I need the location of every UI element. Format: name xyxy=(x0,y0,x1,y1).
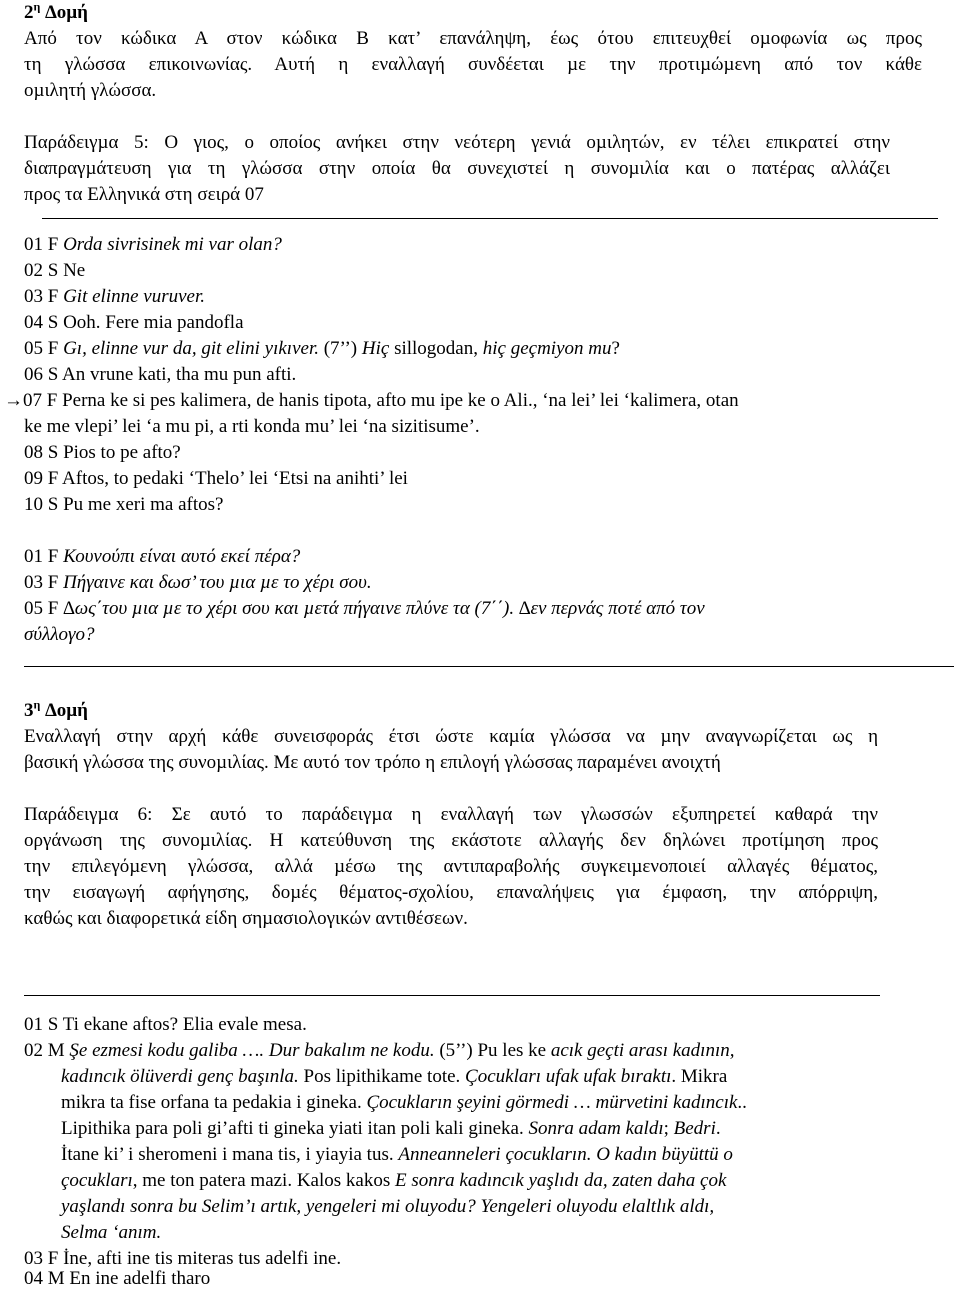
greek-line-03: 03 F Πήγαινε και δωσ’ του µια µε το χέρι σου. xyxy=(24,572,372,593)
section-2-intro-line-2: τη γλώσσα επικοινωνίας. Αυτή η εναλλαγή συνδέεται µε την προτιµώµενη από τον κάθε xyxy=(24,54,922,75)
example-5-line-3: προς τα Ελληνικά στη σειρά 07 xyxy=(24,184,264,205)
transcript-line-03: 03 F Git elinne vuruver. xyxy=(24,286,206,307)
arrow-icon: → xyxy=(4,390,23,411)
section-3-heading xyxy=(24,698,88,724)
transcript-line-07: →07 F Perna ke si pes kalimera, de hanis tipota, afto mu ipe ke o Ali., ‘na lei’ lei ‘kalimera, otan xyxy=(4,390,739,411)
transcript-line-01: 01 F Orda sivrisinek mi var olan? xyxy=(24,234,282,255)
heading-superscript: η xyxy=(33,697,41,712)
greek-line-05: 05 F ∆ως΄του µια µε το χέρι σου και µετά πήγαινε πλύνε τα (7΄΄). ∆εν περνάς ποτέ από τον xyxy=(24,598,705,619)
transcript-b-line-02: 02 M Şe ezmesi kodu galiba …. Dur bakalım ne kodu. (5’’) Pu les ke acık geçti arası kadının, xyxy=(24,1040,735,1061)
greek-line-01: 01 F Κουνούπι είναι αυτό εκεί πέρα? xyxy=(24,546,301,567)
transcript-b-line-02-cont: yaşlandı sonra bu Selim’ı artık, yengeleri mi oluyodu? Yengeleri oluyodu elaltlık aldı, xyxy=(61,1196,715,1217)
section-2-intro-line-3: οµιλητή γλώσσα. xyxy=(24,80,157,101)
transcript-b-line-02-cont: İtane ki’ i sheromeni i mana tis, i yiayia tus. Anneanneleri çocukların. O kadın büyüttü o xyxy=(61,1144,733,1165)
transcript-b-line-02-cont: Lipithika para poli gi’afti ti gineka yiati itan poli kali gineka. Sonra adam kaldı; Bedri. xyxy=(61,1118,721,1139)
example-6-line-5: καθώς και διαφορετικά είδη σηµασιολογικών αντιθέσεων. xyxy=(24,908,468,929)
transcript-line-08: 08 S Pios to pe afto? xyxy=(24,442,181,463)
heading-word: ∆οµή xyxy=(45,2,88,23)
transcript-b-line-02-cont: çocukları, me ton patera mazi. Kalos kakos E sonra kadıncık yaşlıdı da, zaten daha çok xyxy=(61,1170,727,1191)
heading-number: 2 xyxy=(24,2,34,23)
transcript-line-07-cont: ke me vlepi’ lei ‘a mu pi, a rti konda mu’ lei ‘na sizitisume’. xyxy=(24,416,480,437)
example-5-line-1: Παράδειγµα 5: Ο γιος, ο οποίος ανήκει στην νεότερη γενιά οµιλητών, εν τέλει επικρατεί στην xyxy=(24,132,890,153)
example-6-line-3: την επιλεγόµενη γλώσσα, αλλά µέσω της αντιπαραβολής συγκειµενοποιεί αλλαγές θέµατος, xyxy=(24,856,878,877)
heading-superscript: η xyxy=(33,0,41,14)
transcript-line-04: 04 S Ooh. Fere mia pandofla xyxy=(24,312,244,333)
example-6-line-2: οργάνωση της συνοµιλίας. Η κατεύθυνση της εκάστοτε αλλαγής δεν δηλώνει προτίµηση προς xyxy=(24,830,878,851)
heading-number: 3 xyxy=(24,700,34,721)
transcript-b-line-03: 03 F İne, afti ine tis miteras tus adelfi ine. xyxy=(24,1248,342,1269)
section-3-intro-line-1: Εναλλαγή στην αρχή κάθε συνεισφοράς έτσι ώστε καµία γλώσσα να µην αναγνωρίζεται ως η xyxy=(24,726,878,747)
greek-line-05-cont: σύλλογο? xyxy=(24,624,95,645)
transcript-line-05: 05 F Gı, elinne vur da, git elini yıkıver. (7’’) Hiç sillogodan, hiç geçmiyon mu? xyxy=(24,338,620,359)
section-2-intro-line-1: Από τον κώδικα Α στον κώδικα Β κατ’ επανάληψη, έως ότου επιτευχθεί οµοφωνία ως προς xyxy=(24,28,922,49)
transcript-b-line-02-cont: kadıncık ölüverdi genç başınla. Pos lipithikame tote. Çocukları ufak ufak bıraktı. Mikra xyxy=(61,1066,728,1087)
example-6-line-1: Παράδειγµα 6: Σε αυτό το παράδειγµα η εναλλαγή των γλωσσών εξυπηρετεί καθαρά την xyxy=(24,804,878,825)
section-3-intro-line-2: βασική γλώσσα της συνοµιλίας. Με αυτό τον τρόπο η επιλογή γλώσσας παραµένει ανοιχτή xyxy=(24,752,721,773)
section-2-heading xyxy=(24,0,88,26)
transcript-line-10: 10 S Pu me xeri ma aftos? xyxy=(24,494,224,515)
divider xyxy=(24,995,880,996)
transcript-line-09: 09 F Aftos, to pedaki ‘Thelo’ lei ‘Etsi na anihti’ lei xyxy=(24,468,408,489)
example-5-line-2: διαπραγµάτευση για τη γλώσσα στην οποία θα συνεχιστεί η συνοµιλία και ο πατέρας αλλάζει xyxy=(24,158,890,179)
example-6-line-4: την εισαγωγή αφήγησης, δοµές θέµατος-σχολίου, επαναλήψεις για έµφαση, την απόρριψη, xyxy=(24,882,878,903)
divider xyxy=(42,218,938,219)
transcript-line-02: 02 S Ne xyxy=(24,260,86,281)
transcript-b-line-02-cont: Selma ‘anım. xyxy=(61,1222,162,1243)
transcript-b-line-02-cont: mikra ta fise orfana ta pedakia i gineka. Çocukların şeyini görmedi … mürvetini kadıncık.. xyxy=(61,1092,747,1113)
transcript-b-line-04: 04 M En ine adelfi tharo xyxy=(24,1268,211,1289)
transcript-line-06: 06 S An vrune kati, tha mu pun afti. xyxy=(24,364,297,385)
heading-word: ∆οµή xyxy=(45,700,88,721)
divider xyxy=(24,666,954,667)
transcript-b-line-01: 01 S Ti ekane aftos? Elia evale mesa. xyxy=(24,1014,307,1035)
